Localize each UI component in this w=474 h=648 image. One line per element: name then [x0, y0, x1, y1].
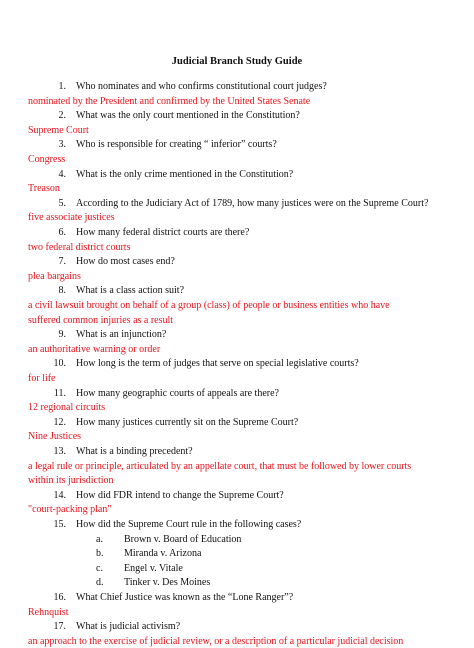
answer-text: two federal district courts	[28, 241, 131, 253]
answer-line	[28, 125, 89, 137]
answer-line	[28, 271, 81, 283]
question-text: How many federal district courts are there?	[76, 227, 250, 238]
answer-line	[28, 475, 114, 487]
answer-line	[28, 212, 115, 224]
question-item	[50, 329, 166, 341]
answer-text: an authoritative warning or order	[28, 343, 161, 355]
case-name: Engel v. Vitale	[124, 562, 183, 574]
answer-line	[28, 461, 411, 473]
question-item	[50, 139, 277, 151]
answer-text: an approach to the exercise of judicial review, or a description of a particular judicial decision	[28, 635, 404, 647]
question-item	[50, 490, 284, 502]
answer-text: Supreme Court	[28, 124, 89, 136]
question-number: 15.	[53, 519, 66, 530]
answer-line	[28, 242, 130, 254]
question-text: According to the Judiciary Act of 1789, how many justices were on the Supreme Court?	[76, 197, 429, 209]
question-text: What is an injunction?	[76, 329, 167, 341]
answer-text: Nine Justices	[28, 431, 82, 443]
answer-text: plea bargains	[28, 270, 81, 282]
question-text: What is the only crime mentioned in the Constitution?	[76, 168, 294, 180]
page-title: Judicial Branch Study Guide	[171, 56, 303, 67]
answer-text: nominated by the President and confirmed by the United States Senate	[28, 95, 311, 107]
question-number: 8.	[58, 285, 66, 297]
case-letter: b.	[96, 548, 104, 560]
answer-text: for life	[28, 373, 56, 384]
question-item	[50, 388, 279, 400]
answer-text: suffered common injuries as a result	[28, 314, 174, 326]
question-number: 9.	[58, 329, 66, 341]
question-item	[50, 417, 298, 429]
case-name: Brown v. Board of Education	[124, 533, 242, 545]
answer-text: a legal rule or principle, articulated by an appellate court, that must be followed by lower courts	[28, 460, 412, 472]
answer-line	[28, 344, 160, 356]
answer-text: Rehnquist	[28, 606, 69, 618]
case-name: Miranda v. Arizona	[124, 548, 202, 560]
case-item	[96, 563, 183, 575]
answer-text: Treason	[28, 183, 60, 195]
question-text: How did FDR intend to change the Supreme Court?	[76, 489, 284, 501]
question-item	[50, 110, 300, 122]
case-item	[96, 577, 210, 589]
answer-line	[28, 636, 403, 648]
question-item	[50, 169, 293, 181]
question-text: What is a class action suit?	[76, 285, 185, 297]
question-number: 12.	[53, 416, 66, 428]
question-item	[50, 227, 249, 239]
question-text: How long is the term of judges that serve on special legislative courts?	[76, 358, 359, 370]
question-number: 16.	[53, 592, 66, 603]
answer-line	[28, 183, 60, 195]
question-number: 17.	[53, 621, 66, 633]
question-number: 2.	[58, 110, 66, 122]
answer-line	[28, 300, 390, 312]
question-item	[50, 256, 175, 268]
answer-text: "court-packing plan"	[28, 504, 112, 516]
question-number: 13.	[53, 446, 66, 457]
question-item	[50, 358, 359, 370]
question-text: How many justices currently sit on the Supreme Court?	[76, 416, 299, 428]
question-item	[50, 198, 428, 210]
question-item	[50, 446, 193, 458]
question-number: 5.	[58, 197, 66, 209]
question-text: How many geographic courts of appeals are there?	[76, 387, 279, 399]
question-number: 7.	[58, 256, 66, 268]
question-number: 14.	[53, 489, 66, 501]
question-number: 10.	[53, 358, 66, 370]
question-item	[50, 81, 327, 93]
question-item	[50, 621, 180, 633]
question-text: How do most cases end?	[76, 256, 175, 268]
answer-text: five associate justices	[28, 212, 115, 224]
question-text: How did the Supreme Court rule in the following cases?	[76, 519, 302, 530]
question-text: What was the only court mentioned in the Constitution?	[76, 110, 300, 122]
question-number: 6.	[58, 227, 66, 238]
case-letter: a.	[96, 533, 103, 545]
question-item	[50, 285, 184, 297]
question-number: 3.	[58, 139, 66, 151]
case-name: Tinker v. Des Moines	[124, 577, 211, 589]
question-text: Who nominates and who confirms constitutional court judges?	[76, 81, 327, 92]
question-text: What Chief Justice was known as the “Lone Ranger”?	[76, 592, 294, 603]
question-item	[50, 592, 293, 604]
case-item	[96, 534, 241, 546]
question-number: 11.	[53, 387, 66, 399]
case-letter: d.	[96, 577, 104, 589]
answer-line	[28, 373, 56, 385]
question-item	[50, 519, 301, 531]
question-number: 4.	[58, 168, 66, 180]
question-text: What is a binding precedent?	[76, 446, 193, 457]
case-letter: c.	[96, 562, 103, 574]
answer-line	[28, 154, 65, 166]
answer-line	[28, 315, 173, 327]
case-item	[96, 548, 201, 560]
answer-line	[28, 96, 310, 108]
answer-text: a civil lawsuit brought on behalf of a group (class) of people or business entities who have	[28, 300, 390, 311]
answer-text: Congress	[28, 154, 66, 165]
answer-line	[28, 402, 105, 414]
answer-text: within its jurisdiction	[28, 475, 114, 487]
answer-line	[28, 504, 111, 516]
question-text: What is judicial activism?	[76, 621, 181, 633]
answer-text: 12 regional circuits	[28, 402, 106, 414]
answer-line	[28, 431, 81, 443]
question-text: Who is responsible for creating “ inferior” courts?	[76, 139, 277, 151]
question-number: 1.	[58, 81, 66, 92]
